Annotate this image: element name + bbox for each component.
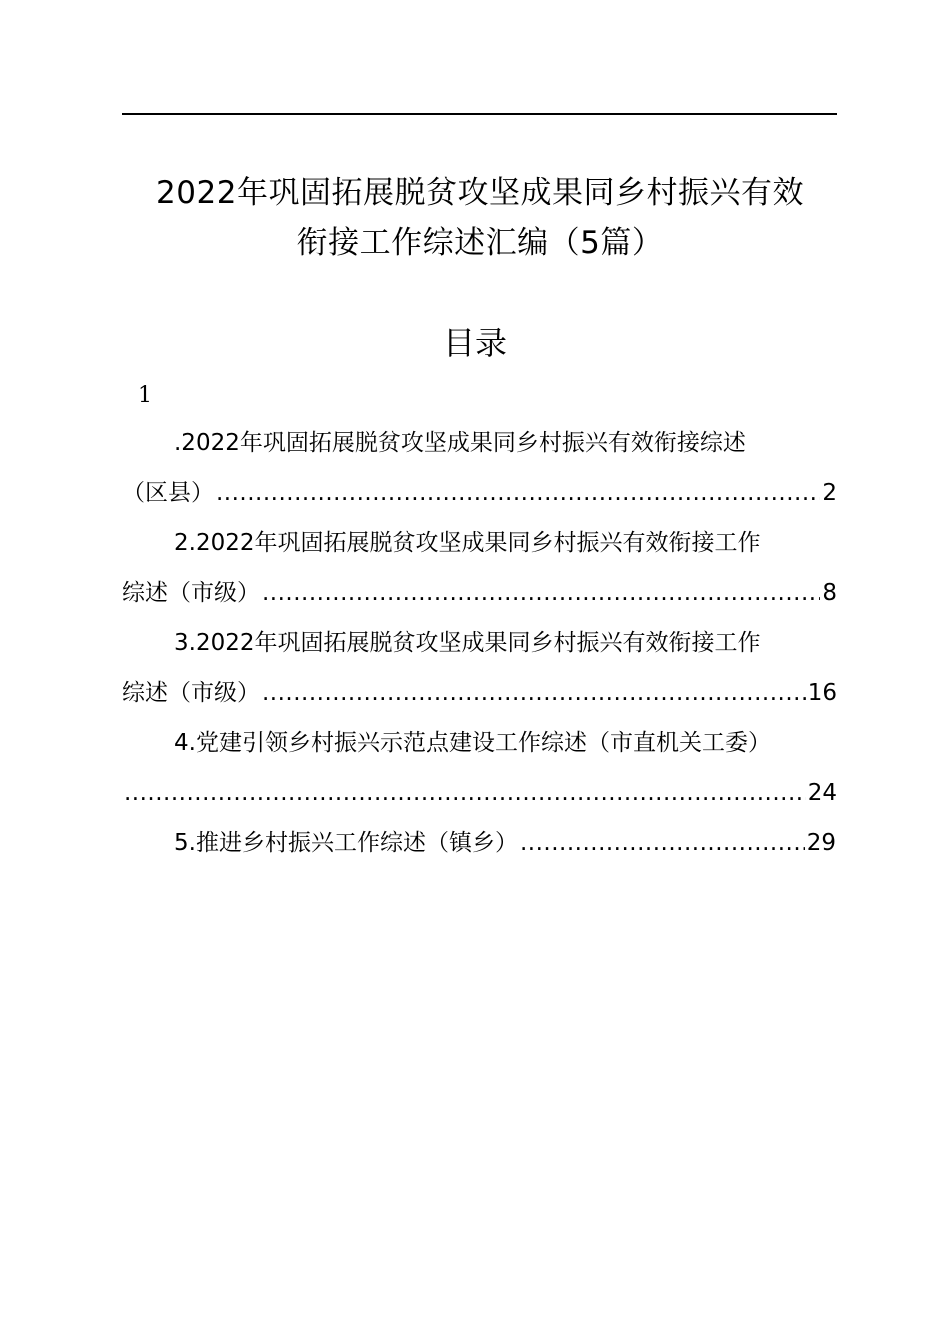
toc-entry-2[interactable] xyxy=(122,518,837,618)
toc-entry-title-cont: 综述（市级） xyxy=(122,680,260,706)
dot-leader xyxy=(216,468,820,518)
title-line-1: 2022年巩固拓展脱贫攻坚成果同乡村振兴有效 xyxy=(156,175,804,211)
dot-leader xyxy=(520,818,805,868)
document-title xyxy=(110,168,850,268)
title-line-2: 衔接工作综述汇编（5篇） xyxy=(296,225,664,261)
page-marker: 1 xyxy=(138,383,152,408)
toc-entry-title: 5.推进乡村振兴工作综述（镇乡） xyxy=(174,830,518,856)
toc-page-number: 2 xyxy=(822,480,837,506)
toc-page-number: 8 xyxy=(822,580,837,606)
dot-leader xyxy=(124,768,806,818)
toc-entry-3[interactable] xyxy=(122,618,837,718)
toc-entry-title-cont: （区县） xyxy=(122,480,214,506)
toc-entry-title: 4.党建引领乡村振兴示范点建设工作综述（市直机关工委） xyxy=(174,730,771,756)
toc-entry-title: 3.2022年巩固拓展脱贫攻坚成果同乡村振兴有效衔接工作 xyxy=(174,630,761,656)
toc-entry-1[interactable] xyxy=(122,418,837,518)
toc-entry-title: 2.2022年巩固拓展脱贫攻坚成果同乡村振兴有效衔接工作 xyxy=(174,530,761,556)
toc-entry-title-cont: 综述（市级） xyxy=(122,580,260,606)
toc-entry-4[interactable] xyxy=(122,718,837,818)
table-of-contents xyxy=(122,418,837,868)
toc-page-number: 24 xyxy=(807,780,837,806)
toc-entry-title: .2022年巩固拓展脱贫攻坚成果同乡村振兴有效衔接综述 xyxy=(174,430,746,456)
header-rule xyxy=(122,113,837,115)
dot-leader xyxy=(262,668,806,718)
toc-page-number: 29 xyxy=(806,830,836,856)
toc-page-number: 16 xyxy=(807,680,837,706)
toc-heading: 目录 xyxy=(442,324,507,362)
dot-leader xyxy=(262,568,820,618)
toc-entry-5[interactable] xyxy=(122,818,837,868)
